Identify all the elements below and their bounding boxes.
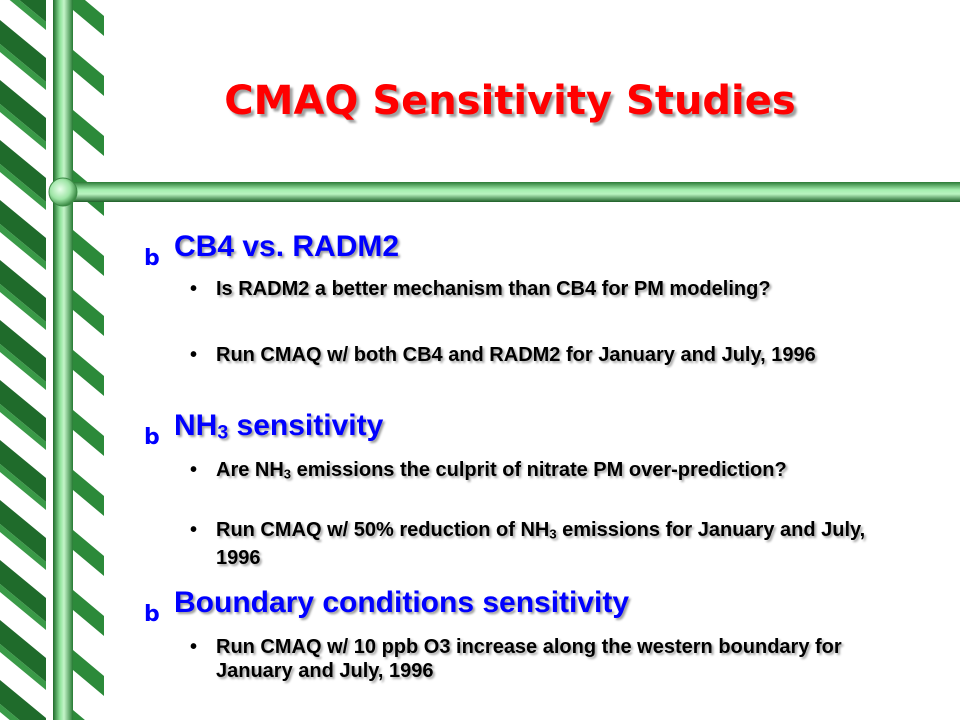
list-item <box>216 458 896 486</box>
horizontal-rail <box>55 182 960 202</box>
slide-title: CMAQ Sensitivity Studies <box>224 78 796 124</box>
list-item <box>216 518 896 570</box>
sub-bullet-icon: • <box>190 459 198 481</box>
zigzag-tab <box>73 350 104 396</box>
subscript: 3 <box>217 421 229 444</box>
bullet-icon: b <box>144 246 160 271</box>
zigzag-tab <box>73 0 104 36</box>
zigzag-tab <box>73 530 104 576</box>
item-text: emissions for January and July, 1996 <box>216 519 866 570</box>
sub-bullet-icon: • <box>190 636 198 658</box>
zigzag-tab <box>73 290 104 336</box>
list-item: Run CMAQ w/ 10 ppb O3 increase along the western boundary for January and July, 1996 <box>216 636 842 682</box>
section-heading-nh3 <box>174 409 383 449</box>
item-text: Run CMAQ w/ 50% reduction of NH <box>216 519 550 541</box>
section-heading-cb4-radm2: CB4 vs. RADM2 <box>174 230 400 263</box>
zigzag-ribbon <box>0 0 104 720</box>
list-item: Run CMAQ w/ both CB4 and RADM2 for January and July, 1996 <box>216 344 816 366</box>
vertical-rail <box>53 0 73 720</box>
bullet-icon: b <box>144 602 160 627</box>
zigzag-tab <box>73 590 104 636</box>
heading-text: sensitivity <box>228 409 384 442</box>
zigzag-tab <box>73 650 104 696</box>
subscript: 3 <box>549 526 557 542</box>
section-heading-boundary: Boundary conditions sensitivity <box>174 586 630 619</box>
zigzag-tab <box>73 50 104 96</box>
zigzag-tab <box>73 470 104 516</box>
sub-bullet-icon: • <box>190 344 198 366</box>
heading-text: NH <box>174 409 218 442</box>
subscript: 3 <box>283 466 292 482</box>
zigzag-tab <box>73 230 104 276</box>
sub-bullet-icon: • <box>190 278 198 300</box>
zigzag-tab <box>73 110 104 156</box>
item-text: emissions the culprit of nitrate PM over-prediction? <box>291 459 787 481</box>
rail-knob <box>49 178 77 206</box>
item-text: Are NH <box>216 459 284 481</box>
zigzag-tab <box>73 710 104 720</box>
bullet-icon: b <box>144 425 160 450</box>
zigzag-tab <box>73 410 104 456</box>
list-item: Is RADM2 a better mechanism than CB4 for PM modeling? <box>216 278 771 300</box>
sub-bullet-icon: • <box>190 519 198 541</box>
